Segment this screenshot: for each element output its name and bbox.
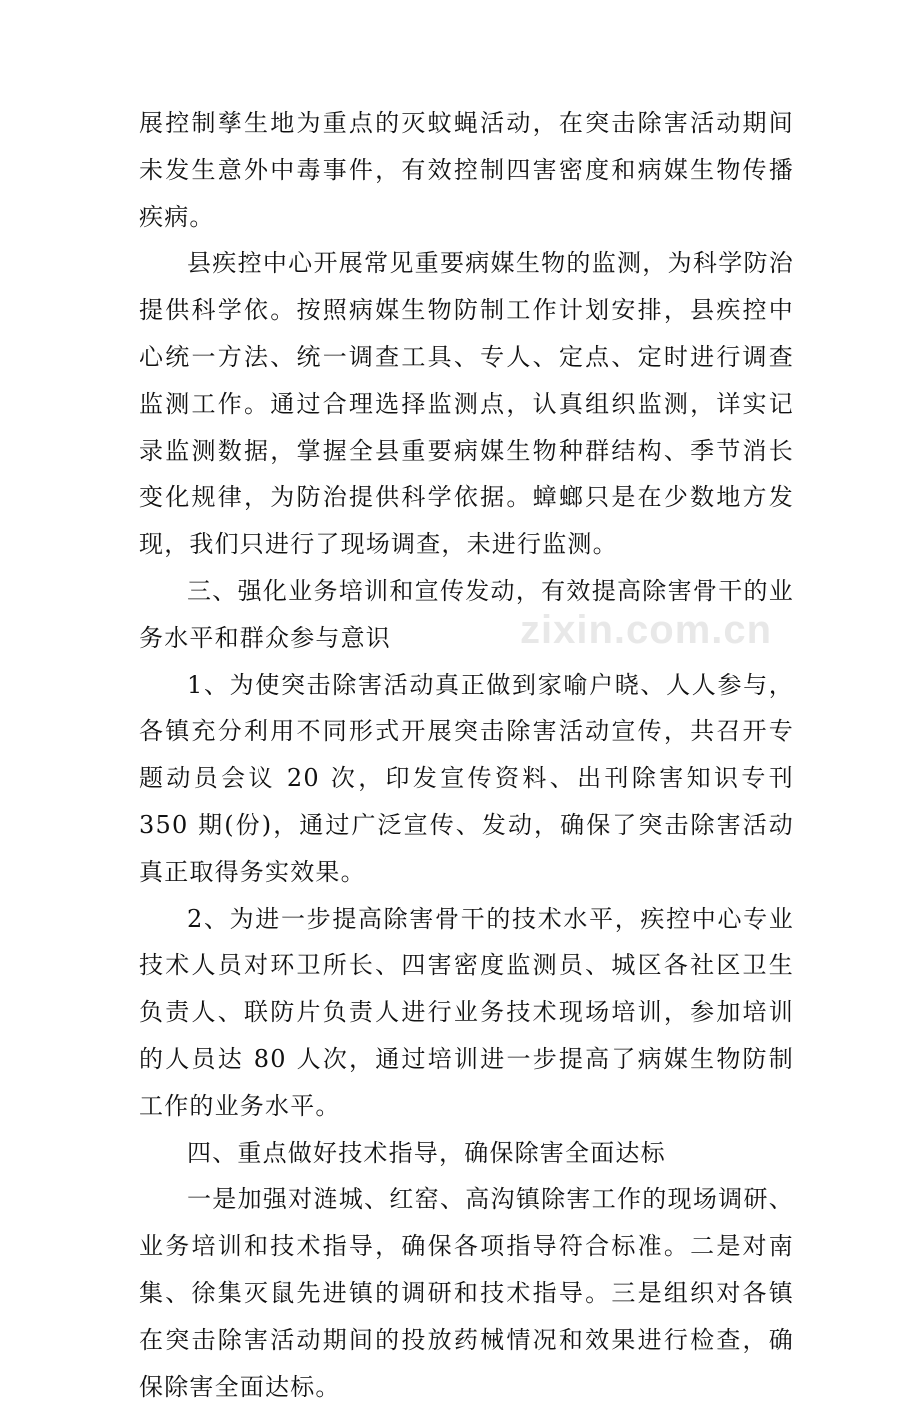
section-heading-4: 四、重点做好技术指导，确保除害全面达标	[187, 1138, 666, 1167]
paragraph-item-2: 2、为进一步提高除害骨干的技术水平，疾控中心专业技术人员对环卫所长、四害密度监测员、城区各社区卫生负责人、联防片负责人进行业务技术现场培训，参加培训的人员达 80 人次，通过培训进一步提高了病媒生物防制工作的业务水平。	[139, 904, 794, 1120]
paragraph-1: 展控制孳生地为重点的灭蚊蝇活动，在突击除害活动期间未发生意外中毒事件，有效控制四害密度和病媒生物传播疾病。	[139, 109, 794, 231]
watermark-text: zixin.com.cn	[520, 608, 773, 652]
paragraph-item-1: 1、为使突击除害活动真正做到家喻户晓、人人参与，各镇充分利用不同形式开展突击除害活动宣传，共召开专题动员会议 20 次，印发宣传资料、出刊除害知识专刊 350 期(份)，通过广泛宣传、发动，确保了突击除害活动真正取得务实效果。	[139, 670, 794, 886]
section-heading-3: 三、强化业务培训和宣传发动，有效提高除害骨干的业务水平和群众参与意识	[139, 576, 794, 652]
paragraph-final: 一是加强对涟城、红窑、高沟镇除害工作的现场调研、业务培训和技术指导，确保各项指导符合标准。二是对南集、徐集灭鼠先进镇的调研和技术指导。三是组织对各镇在突击除害活动期间的投放药械情况和效果进行检查，确保除害全面达标。	[139, 1185, 794, 1401]
document-body	[139, 100, 794, 1410]
paragraph-2: 县疾控中心开展常见重要病媒生物的监测，为科学防治提供科学依。按照病媒生物防制工作计划安排，县疾控中心统一方法、统一调查工具、专人、定点、定时进行调查监测工作。通过合理选择监测点，认真组织监测，详实记录监测数据，掌握全县重要病媒生物种群结构、季节消长变化规律，为防治提供科学依据。蟑螂只是在少数地方发现，我们只进行了现场调查，未进行监测。	[139, 249, 794, 559]
